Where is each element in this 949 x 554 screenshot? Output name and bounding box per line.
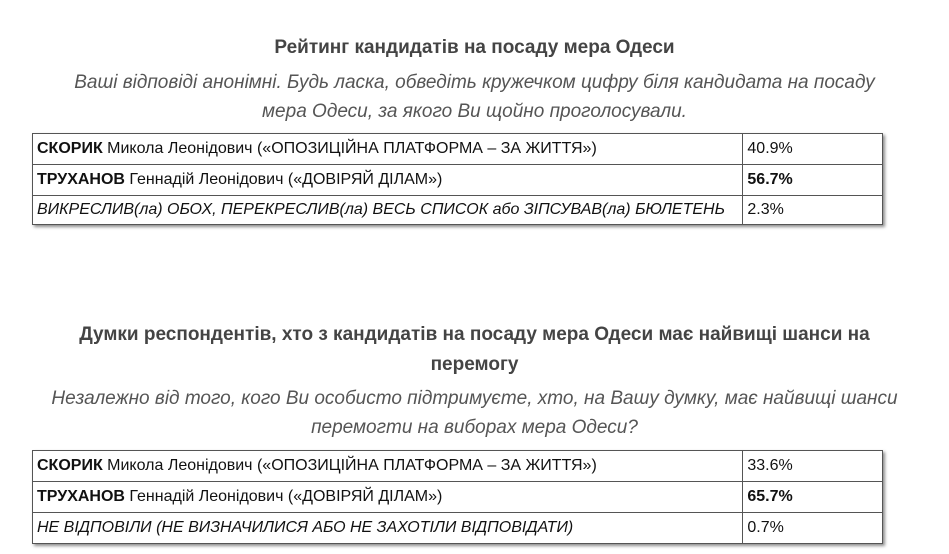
table-row: [33, 165, 883, 196]
candidate-details: Микола Леонідович («ОПОЗИЦІЙНА ПЛАТФОРМА – ЗА ЖИТТЯ»): [102, 457, 597, 474]
section2-title-line2: перемогу: [430, 354, 519, 375]
candidate-surname: СКОРИК: [37, 457, 103, 474]
table-row: [33, 134, 883, 165]
other-option-cell: ВИКРЕСЛИВ(ла) ОБОХ, ПЕРЕКРЕСЛИВ(ла) ВЕСЬ СПИСОК або ЗІПСУВАВ(ла) БЮЛЕТЕНЬ: [33, 196, 743, 225]
candidate-cell: [33, 451, 743, 482]
candidate-surname: ТРУХАНОВ: [37, 171, 125, 188]
candidate-cell: [33, 165, 743, 196]
candidate-details: Геннадій Леонідович («ДОВІРЯЙ ДІЛАМ»): [124, 488, 443, 505]
candidate-surname: СКОРИК: [37, 140, 103, 157]
percentage-cell: 56.7%: [743, 165, 883, 196]
section1-subtitle: [0, 68, 949, 126]
candidate-details: Микола Леонідович («ОПОЗИЦІЙНА ПЛАТФОРМА – ЗА ЖИТТЯ»): [102, 140, 597, 157]
table-row: [33, 196, 883, 225]
other-option-cell: НЕ ВІДПОВІЛИ (НЕ ВИЗНАЧИЛИСЯ АБО НЕ ЗАХОТІЛИ ВІДПОВІДАТИ): [33, 513, 743, 544]
section2-subtitle-line1: Незалежно від того, кого Ви особисто підтримуєте, хто, на Вашу думку, має найвищі шанси: [51, 388, 898, 409]
table-row: [33, 482, 883, 513]
candidate-cell: [33, 482, 743, 513]
percentage-cell: 2.3%: [743, 196, 883, 225]
section2-subtitle: [0, 384, 949, 442]
section1-results-table: [32, 133, 883, 225]
percentage-cell: 0.7%: [743, 513, 883, 544]
table-row: [33, 513, 883, 544]
candidate-surname: ТРУХАНОВ: [37, 488, 125, 505]
percentage-cell: 40.9%: [743, 134, 883, 165]
section1-subtitle-line1: Ваші відповіді анонімні. Будь ласка, обведіть кружечком цифру біля кандидата на посаду: [74, 72, 875, 93]
section2-title-line1: Думки респондентів, хто з кандидатів на посаду мера Одеси має найвищі шанси на: [79, 324, 870, 345]
candidate-cell: [33, 134, 743, 165]
table-row: [33, 451, 883, 482]
section2-results-table: [32, 450, 883, 544]
section2-subtitle-line2: перемогти на виборах мера Одеси?: [311, 417, 638, 438]
section1-title: Рейтинг кандидатів на посаду мера Одеси: [274, 37, 675, 58]
section2-title: [0, 320, 949, 380]
candidate-details: Геннадій Леонідович («ДОВІРЯЙ ДІЛАМ»): [124, 171, 443, 188]
section1-subtitle-line2: мера Одеси, за якого Ви щойно проголосували.: [262, 101, 687, 122]
percentage-cell: 33.6%: [743, 451, 883, 482]
percentage-cell: 65.7%: [743, 482, 883, 513]
